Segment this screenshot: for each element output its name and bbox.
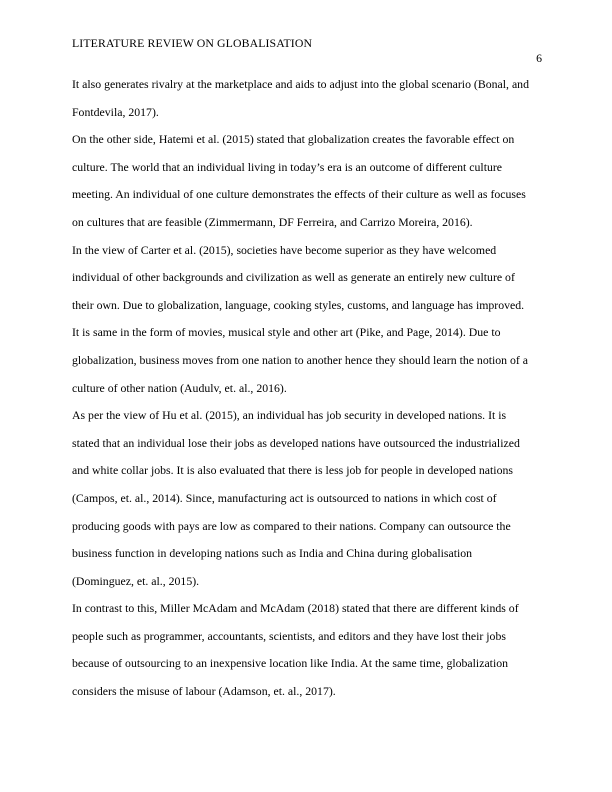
text-line: individual of other backgrounds and civilization as well as generate an entirely new culture of xyxy=(72,270,515,285)
body-text xyxy=(72,75,544,710)
text-line: In contrast to this, Miller McAdam and McAdam (2018) stated that there are different kinds of xyxy=(72,601,519,616)
text-line: It also generates rivalry at the marketplace and aids to adjust into the global scenario (Bonal, and xyxy=(72,77,529,91)
text-line: (Campos, et. al., 2014). Since, manufacturing act is outsourced to nations in which cost of xyxy=(72,490,497,505)
text-line: culture. The world that an individual living in today’s era is an outcome of different culture xyxy=(72,159,503,174)
text-line: meeting. An individual of one culture demonstrates the effects of their culture as well as focuses xyxy=(72,187,526,202)
text-line: (Dominguez, et. al., 2015). xyxy=(72,573,200,588)
text-line: because of outsourcing to an inexpensive location like India. At the same time, globalization xyxy=(72,656,509,671)
text-line: producing goods with pays are low as compared to their nations. Company can outsource the xyxy=(72,518,511,533)
running-header: LITERATURE REVIEW ON GLOBALISATION xyxy=(72,36,313,50)
text-line: culture of other nation (Audulv, et. al., 2016). xyxy=(72,380,287,395)
text-line: and white collar jobs. It is also evaluated that there is less job for people in developed nations xyxy=(72,463,513,478)
text-line: globalization, business moves from one nation to another hence they should learn the notion of a xyxy=(72,352,529,367)
text-line: their own. Due to globalization, language, cooking styles, customs, and language has improved. xyxy=(72,297,525,312)
text-line: As per the view of Hu et al. (2015), an individual has job security in developed nations. It is xyxy=(72,408,507,423)
text-line: on cultures that are feasible (Zimmermann, DF Ferreira, and Carrizo Moreira, 2016). xyxy=(72,214,473,229)
page-number: 6 xyxy=(536,51,542,65)
text-line: stated that an individual lose their jobs as developed nations have outsourced the industrialized xyxy=(72,435,520,450)
text-line: In the view of Carter et al. (2015), societies have become superior as they have welcomed xyxy=(72,242,497,257)
text-line: On the other side, Hatemi et al. (2015) stated that globalization creates the favorable effect on xyxy=(72,132,515,147)
text-line: Fontdevila, 2017). xyxy=(72,104,159,119)
text-line: It is same in the form of movies, musical style and other art (Pike, and Page, 2014). Due to xyxy=(72,325,501,340)
text-line: business function in developing nations such as India and China during globalisation xyxy=(72,546,473,561)
text-line: considers the misuse of labour (Adamson, et. al., 2017). xyxy=(72,684,336,699)
text-line: people such as programmer, accountants, scientists, and editors and they have lost their jobs xyxy=(72,628,506,643)
